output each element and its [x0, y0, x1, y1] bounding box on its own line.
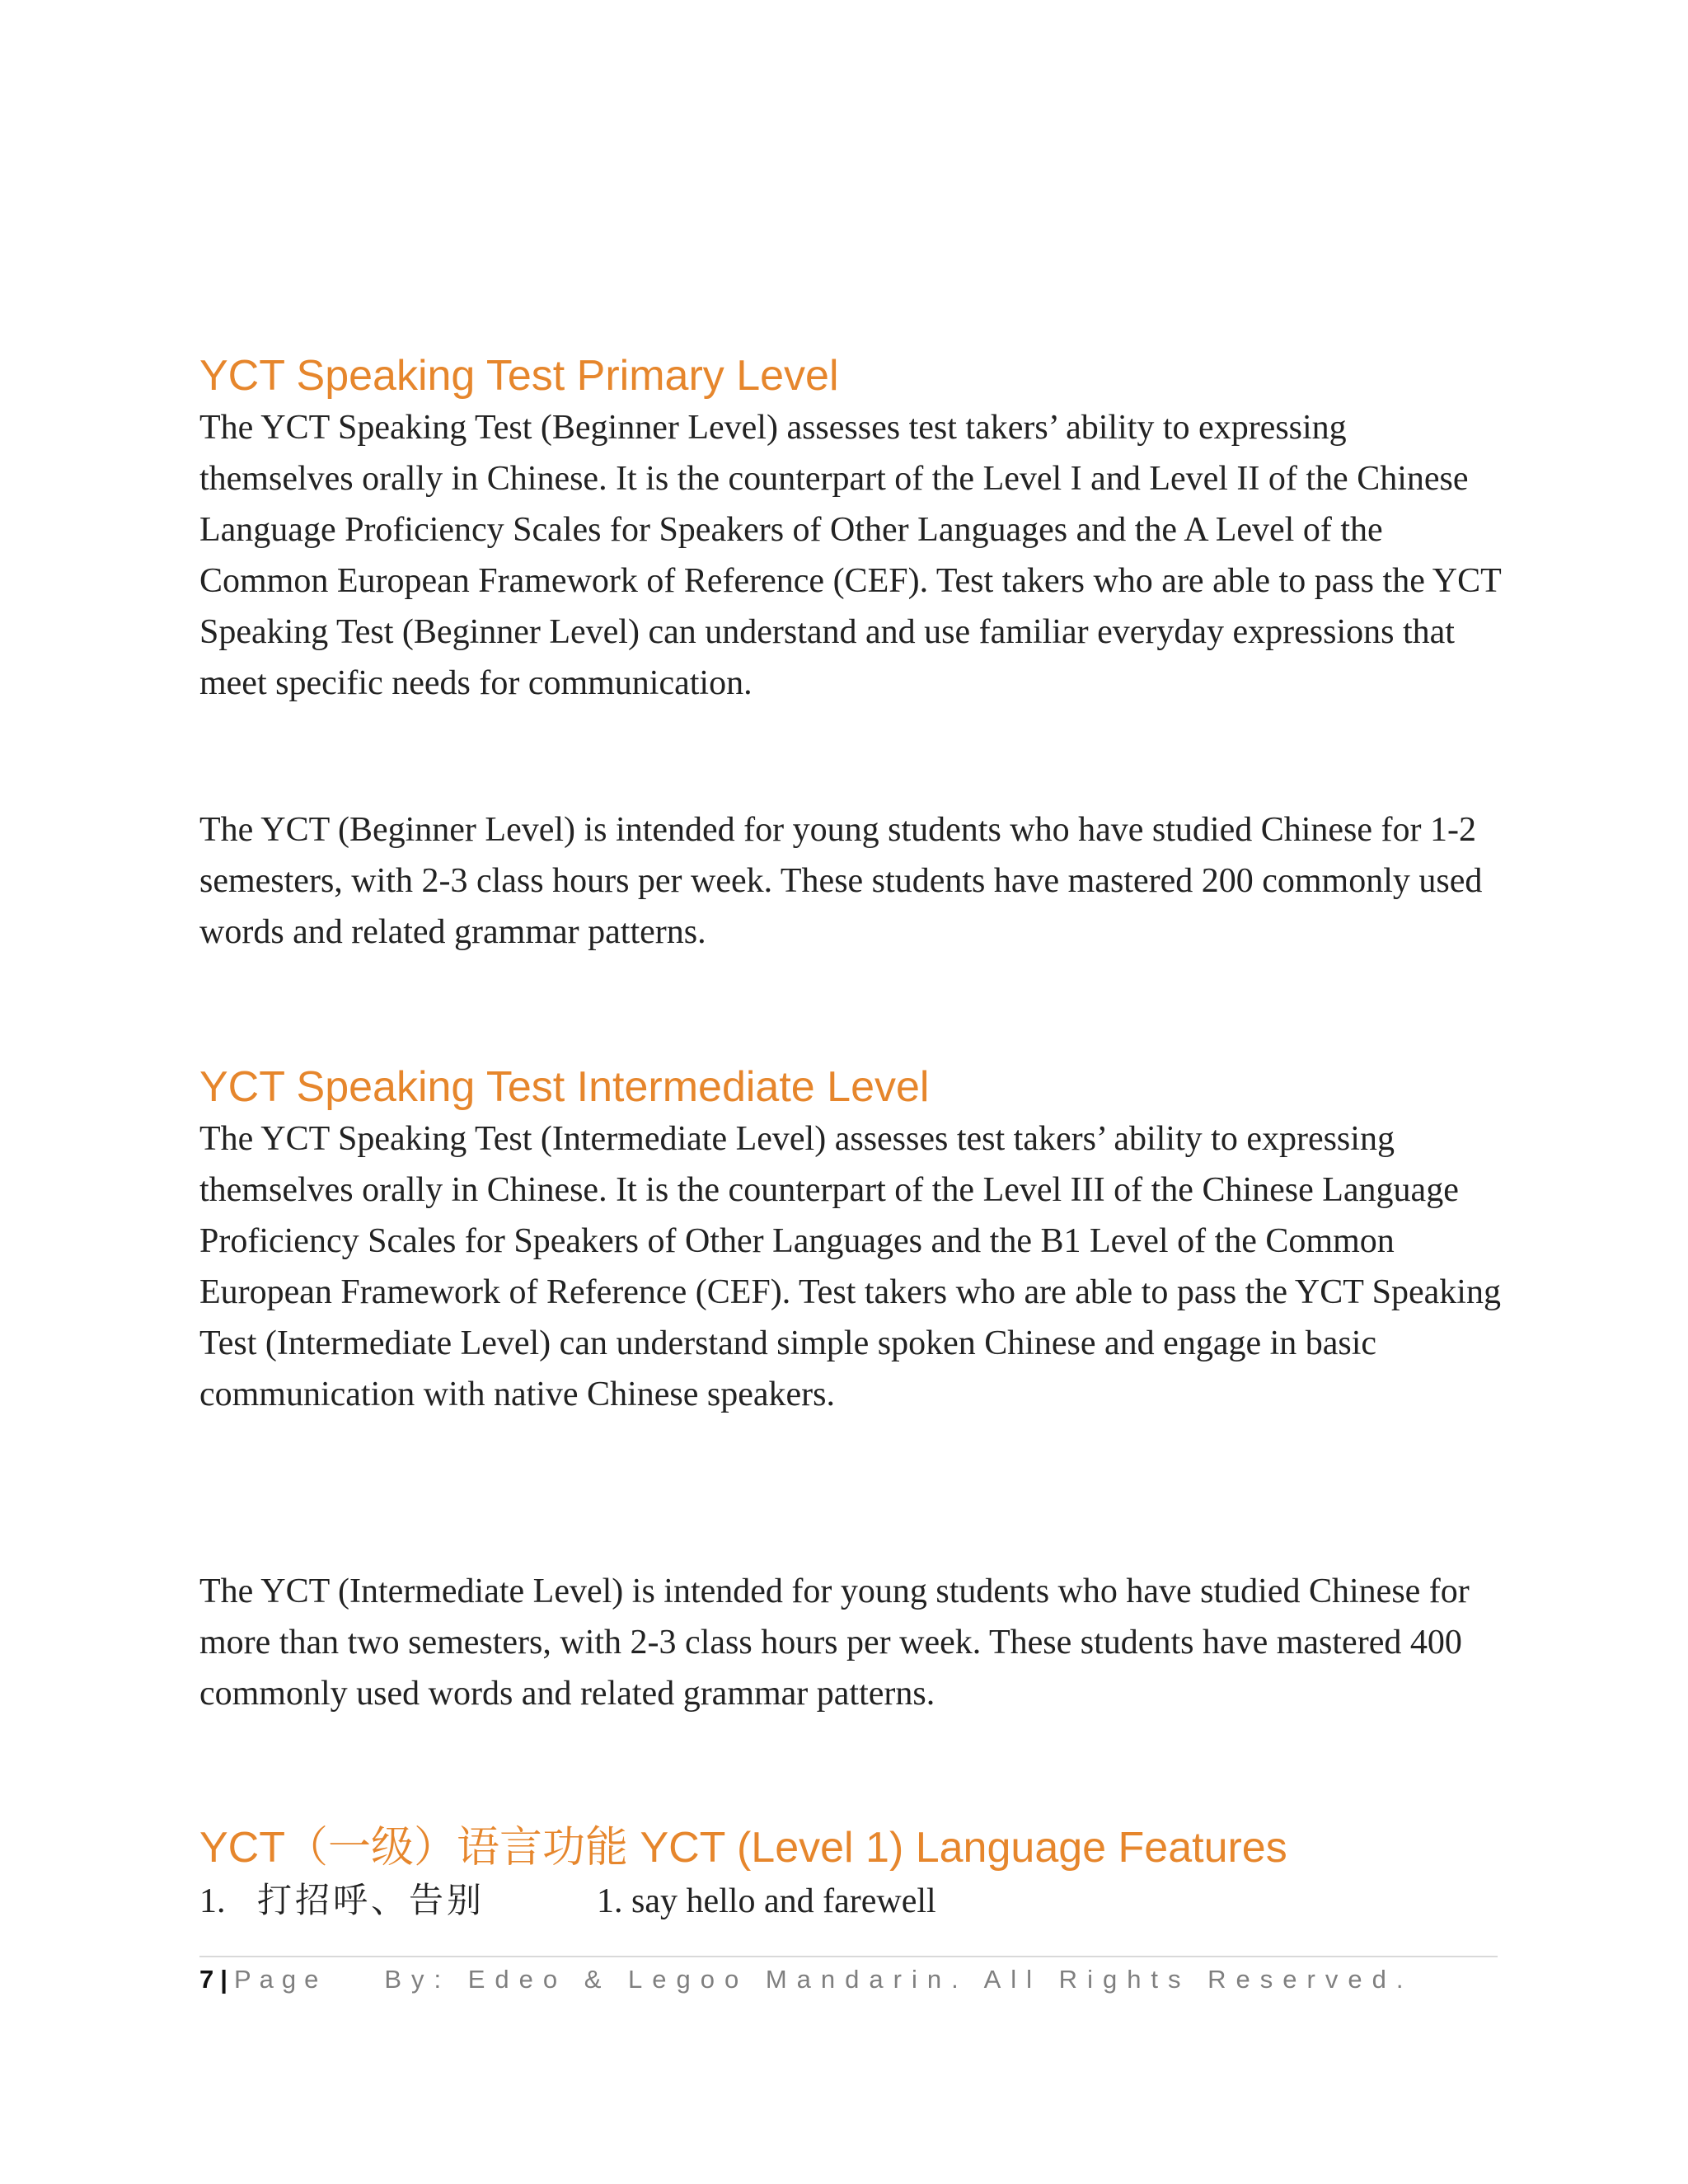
list-item-chinese: 打招呼、告别: [257, 1882, 485, 1920]
list-item-english: 1. say hello and farewell: [597, 1882, 936, 1920]
section-paragraph: The YCT (Intermediate Level) is intended for young students who have studied Chinese for more than two semesters, with 2-3 class hours per week. These students have mastered 400 commonly used words and related grammar patterns.: [199, 1572, 1470, 1713]
section-heading: YCT Speaking Test Primary Level: [199, 352, 839, 400]
section-intermediate-level-details: [199, 1566, 1502, 1719]
list-item: [199, 1876, 1502, 1927]
section-heading: YCT（一级）语言功能 YCT (Level 1) Language Features: [199, 1824, 1287, 1872]
list-item-number: 1.: [199, 1882, 226, 1920]
footer-separator: |: [220, 1965, 227, 1994]
page-footer: [199, 1963, 1502, 1996]
section-language-features: [199, 1821, 1502, 1927]
section-primary-level: [199, 349, 1502, 709]
page-number: 7: [199, 1965, 218, 1994]
page-label: Page: [233, 1965, 327, 1994]
footer-credit: By: Edeo & Legoo Mandarin. All Rights Reserved.: [384, 1965, 1414, 1994]
section-paragraph: The YCT (Beginner Level) is intended for young students who have studied Chinese for 1-2 semesters, with 2-3 class hours per week. These students have mastered 200 commonly used words and related grammar patterns.: [199, 811, 1483, 951]
section-primary-level-details: [199, 804, 1502, 958]
section-paragraph: The YCT Speaking Test (Intermediate Level) assesses test takers’ ability to expressing themselves orally in Chinese. It is the counterpart of the Level III of the Chinese Language Proficiency Scales for Speakers of Other Languages and the B1 Level of the Common European Framework of Reference (CEF). Test takers who are able to pass the YCT Speaking Test (Intermediate Level) can understand simple spoken Chinese and engage in basic communication with native Chinese speakers.: [199, 1120, 1501, 1413]
section-intermediate-level: [199, 1061, 1502, 1420]
footer-divider: [199, 1956, 1498, 1957]
section-heading: YCT Speaking Test Intermediate Level: [199, 1063, 930, 1111]
section-paragraph: The YCT Speaking Test (Beginner Level) assesses test takers’ ability to expressing themselves orally in Chinese. It is the counterpart of the Level I and Level II of the Chinese Language Proficiency Scales for Speakers of Other Languages and the A Level of the Common European Framework of Reference (CEF). Test takers who are able to pass the YCT Speaking Test (Beginner Level) can understand and use familiar everyday expressions that meet specific needs for communication.: [199, 409, 1502, 702]
